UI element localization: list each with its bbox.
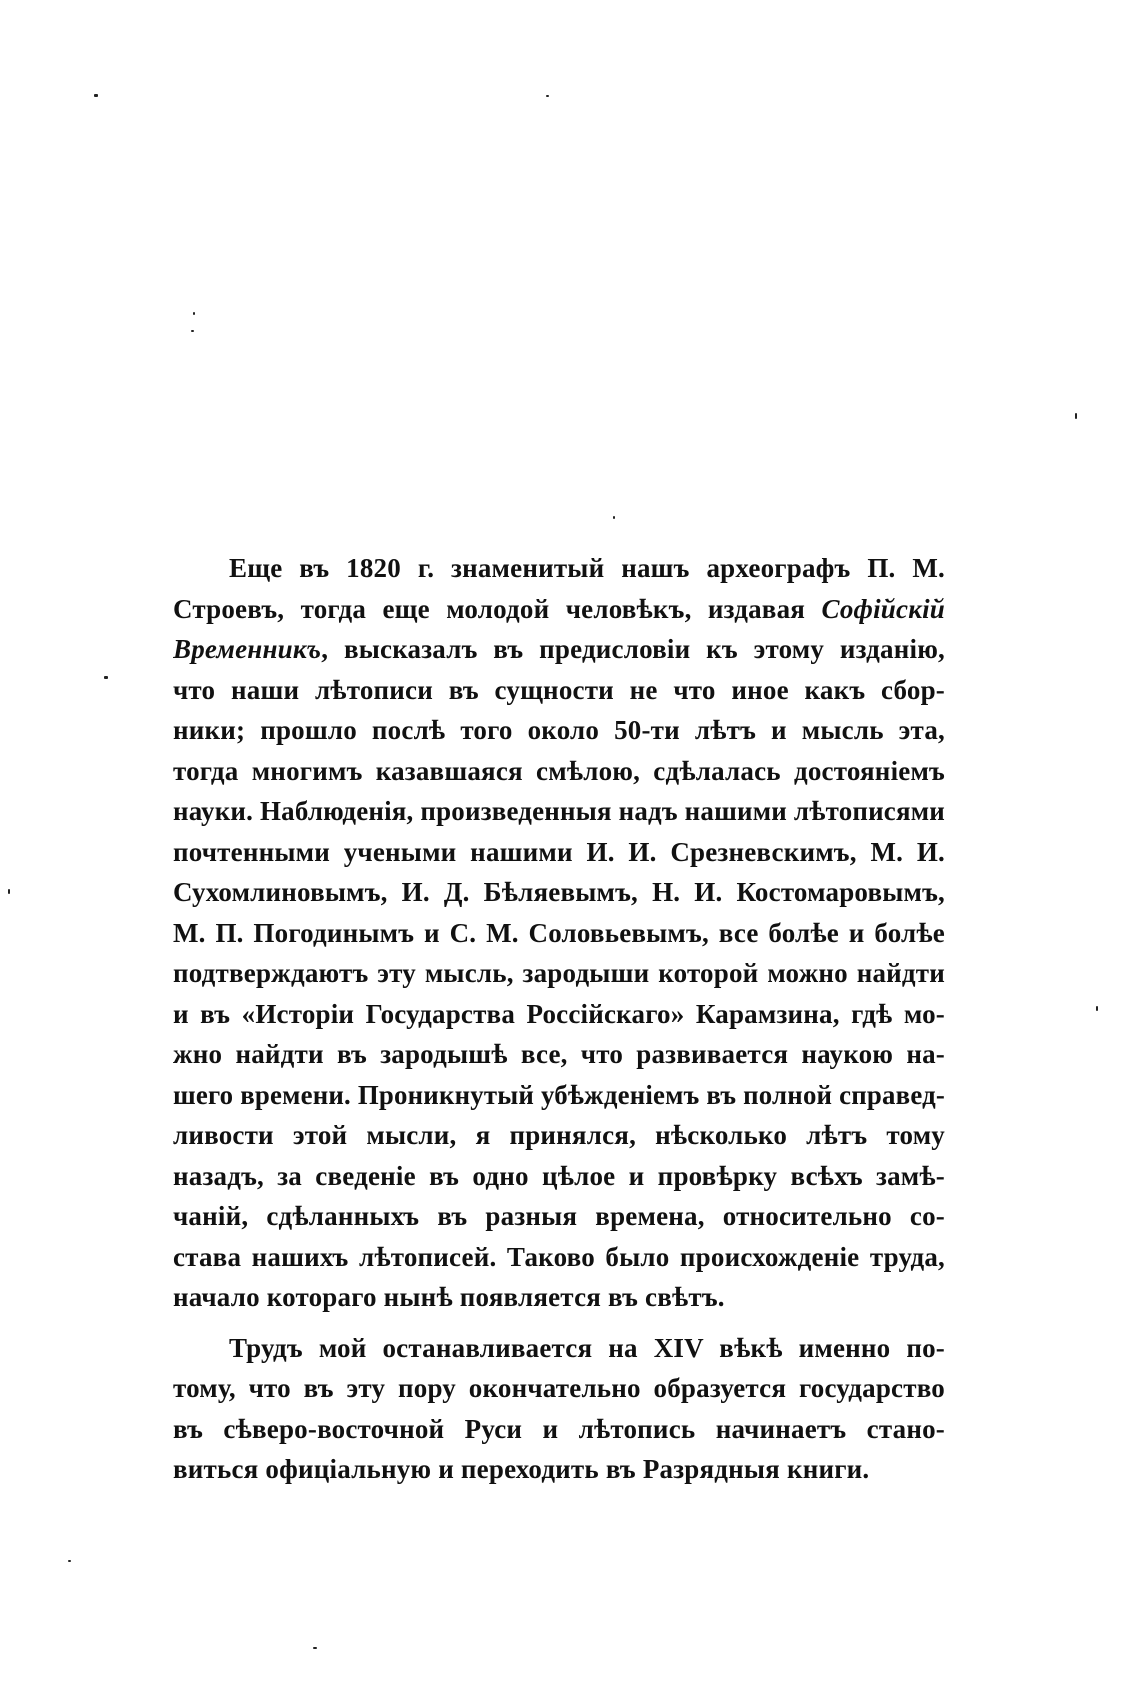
text-line bbox=[173, 1156, 945, 1197]
paragraph-gap bbox=[173, 1318, 945, 1328]
text-run: става нашихъ лѣтописей. Таково было происхожденіе труда, bbox=[173, 1241, 945, 1272]
text-line bbox=[173, 1328, 945, 1369]
text-line bbox=[173, 953, 945, 994]
italic-title: Софійскій bbox=[821, 593, 945, 624]
text-line bbox=[173, 913, 945, 954]
text-run: подтверждаютъ эту мысль, зародыши которой можно найдти bbox=[173, 958, 945, 988]
italic-title: Временникъ bbox=[173, 634, 322, 664]
text-run: Трудъ мой останавливается на XIV вѣкѣ именно по- bbox=[229, 1332, 945, 1363]
scan-speck bbox=[8, 889, 10, 894]
text-run: что наши лѣтописи въ сущности не что иное какъ сбор- bbox=[173, 674, 945, 705]
text-line bbox=[173, 670, 945, 711]
text-run: Сухомлиновымъ, И. Д. Бѣляевымъ, Н. И. Костомаровымъ, bbox=[173, 877, 945, 907]
text-run: тогда многимъ казавшаяся смѣлою, сдѣлалась достояніемъ bbox=[173, 755, 945, 786]
text-line bbox=[173, 832, 945, 873]
scan-speck bbox=[546, 95, 549, 97]
text-run: науки. Наблюденія, произведенныя надъ нашими лѣтописями bbox=[173, 796, 946, 826]
text-run: виться офиціальную и переходить въ Разрядныя книги. bbox=[173, 1454, 870, 1484]
text-line bbox=[173, 1115, 945, 1156]
text-run: , высказалъ въ предисловіи къ этому изданію, bbox=[321, 634, 945, 664]
text-line bbox=[173, 994, 945, 1035]
text-line bbox=[173, 548, 945, 589]
text-line bbox=[173, 751, 945, 792]
text-line bbox=[173, 1277, 945, 1318]
text-line bbox=[173, 1368, 945, 1409]
paragraph bbox=[173, 548, 945, 1318]
text-run: Еще въ 1820 г. знаменитый нашъ археографъ П. М. bbox=[229, 553, 945, 583]
text-line bbox=[173, 629, 945, 670]
text-line bbox=[173, 1409, 945, 1450]
text-run: тому, что въ эту пору окончательно образуется государство bbox=[173, 1373, 945, 1403]
text-run: въ сѣверо-восточной Руси и лѣтопись начинаетъ стано- bbox=[173, 1413, 945, 1444]
text-run: жно найдти въ зародышѣ все, что развивается наукою на- bbox=[173, 1039, 945, 1069]
scan-speck bbox=[613, 516, 615, 519]
text-run: М. П. Погодинымъ и С. М. Соловьевымъ, все болѣе и болѣе bbox=[173, 917, 945, 948]
scan-speck bbox=[191, 330, 194, 332]
body-text bbox=[173, 548, 945, 1490]
scan-speck bbox=[313, 1647, 317, 1649]
scan-speck bbox=[1075, 413, 1077, 419]
text-line bbox=[173, 710, 945, 751]
text-line bbox=[173, 1449, 945, 1490]
text-run: шего времени. Проникнутый убѣжденіемъ въ полной справед- bbox=[173, 1079, 945, 1110]
scan-speck bbox=[68, 1560, 71, 1562]
text-line bbox=[173, 1034, 945, 1075]
text-run: назадъ, за сведеніе въ одно цѣлое и провѣрку всѣхъ замѣ- bbox=[173, 1160, 945, 1191]
text-run: Строевъ, тогда еще молодой человѣкъ, издавая bbox=[173, 593, 822, 624]
text-run: почтенными учеными нашими И. И. Срезневскимъ, М. И. bbox=[173, 836, 945, 867]
text-line bbox=[173, 1196, 945, 1237]
text-line bbox=[173, 589, 945, 630]
text-run: чаній, сдѣланныхъ въ разныя времена, относительно со- bbox=[173, 1201, 945, 1231]
text-line bbox=[173, 872, 945, 913]
scan-speck bbox=[94, 94, 98, 97]
text-run: начало котораго нынѣ появляется въ свѣтъ. bbox=[173, 1282, 725, 1312]
scan-speck bbox=[104, 676, 108, 679]
scan-speck bbox=[1096, 1006, 1098, 1011]
text-run: и въ «Исторіи Государства Россійскаго» Карамзина, гдѣ мо- bbox=[173, 998, 945, 1029]
text-line bbox=[173, 1237, 945, 1278]
text-line bbox=[173, 1075, 945, 1116]
text-line bbox=[173, 791, 945, 832]
scan-speck bbox=[193, 312, 195, 315]
paragraph bbox=[173, 1328, 945, 1490]
text-run: ники; прошло послѣ того около 50-ти лѣтъ и мысль эта, bbox=[173, 715, 945, 745]
text-run: ливости этой мысли, я принялся, нѣсколько лѣтъ тому bbox=[173, 1120, 945, 1150]
